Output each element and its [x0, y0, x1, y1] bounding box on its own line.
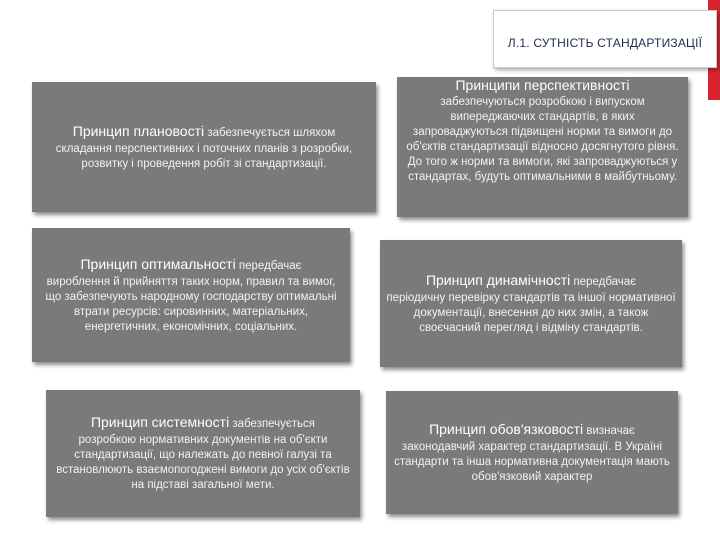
card-planning-principle — [32, 82, 376, 212]
card-optimality-principle — [32, 228, 350, 362]
card-heading-line — [386, 272, 676, 291]
card-heading: Принцип системності — [90, 414, 230, 430]
card-heading: Принцип динамічності — [425, 271, 571, 288]
card-heading-line — [38, 256, 344, 275]
card-heading: Принципи перспективності — [455, 77, 630, 93]
slide-title: Л.1. СУТНІСТЬ СТАНДАРТИЗАЦІЇ — [507, 36, 703, 50]
card-obligation-principle — [386, 391, 678, 514]
card-heading-rest: передбачає — [570, 275, 637, 288]
card-body: законодавчий характер стандартизації. В Україні стандарти та інша нормативна документація мають обов'язковий характер — [394, 440, 670, 483]
card-heading-rest: передбачає — [235, 259, 302, 272]
card-heading: Принцип обов'язковості — [429, 420, 584, 437]
card-body: складання перспективних і поточних планів з розробки, розвитку і проведення робіт зі стандартизації. — [55, 142, 353, 170]
card-systemic-principle — [46, 390, 360, 517]
slide-title-box — [493, 10, 717, 68]
card-heading-line — [392, 421, 672, 440]
card-heading: Принцип плановості — [72, 122, 205, 139]
card-body: вироблення й прийняття таких норм, правил та вимог, що забезпечують народному господарству оптимальні втрати ресурсів: сировинних, матеріальних, енергетичних, економічних, соціальних. — [45, 275, 337, 333]
card-body: періодичну перевірку стандартів та іншої нормативної документації, внесення до них змін, а також своєчасний перегляд і відміну стандартів. — [386, 291, 676, 334]
card-heading: Принцип оптимальності — [80, 255, 236, 272]
card-body: розробкою нормативних документів на об'єкти стандартизації, що належать до певної галузі та встановлюють взаємопогоджені вимоги до усіх об'єктів на підставі загальної мети. — [56, 434, 350, 491]
card-heading-rest: забезпечується шляхом — [204, 126, 336, 139]
card-heading-line — [52, 414, 354, 433]
card-heading-rest: визначає — [583, 424, 635, 437]
card-perspective-principle — [397, 77, 688, 217]
card-heading-rest: забезпечується — [229, 418, 316, 430]
card-heading-line — [38, 123, 370, 142]
card-dynamism-principle — [380, 240, 682, 367]
card-body: забезпечуються розробкою і випуском випереджаючих стандартів, в яких запроваджуються підвищені норми та вимоги до об'єктів стандартизації відносно досягнутого рівня. До того ж норми та вимоги, які запроваджуються у стандартах, будуть оптимальними в майбутньому. — [406, 96, 679, 183]
